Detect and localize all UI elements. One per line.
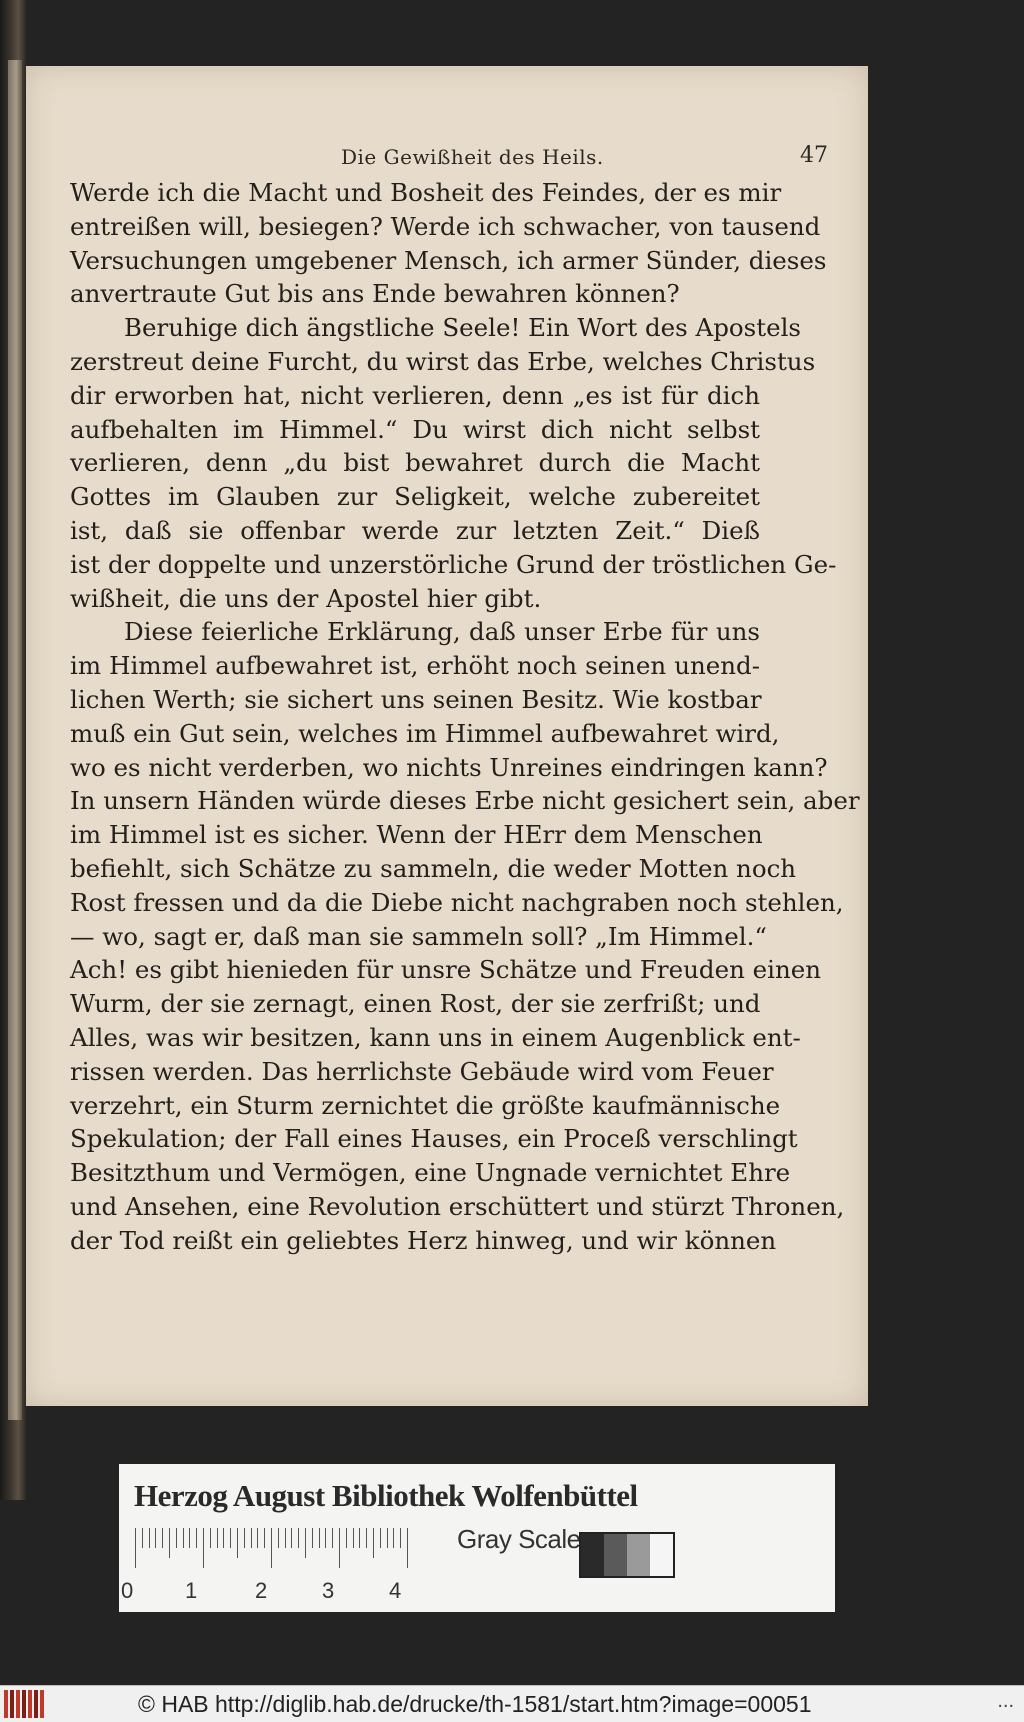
ruler-tick xyxy=(400,1528,401,1548)
ruler-tick xyxy=(393,1528,394,1548)
ruler-tick xyxy=(155,1528,156,1548)
ruler-tick xyxy=(257,1528,258,1548)
text-line: der Tod reißt ein geliebtes Herz hinweg, und wir können xyxy=(70,1225,777,1255)
text-line: befiehlt, sich Schätze zu sammeln, die weder Motten noch xyxy=(70,853,797,883)
color-calibration-bar xyxy=(119,1464,835,1612)
text-line: rissen werden. Das herrlichste Gebäude wird vom Feuer xyxy=(70,1056,774,1086)
ruler-number: 0 xyxy=(121,1578,134,1603)
library-name: Herzog August Bibliothek Wolfenbüttel xyxy=(134,1478,638,1513)
text-line: ist der doppelte und unzerstörliche Grund der tröstlichen Ge- xyxy=(70,549,837,579)
text-line: Alles, was wir besitzen, kann uns in einem Augenblick ent- xyxy=(70,1022,801,1052)
ruler-tick xyxy=(298,1528,299,1548)
ruler-tick xyxy=(353,1528,354,1548)
ruler-tick xyxy=(319,1528,320,1548)
gray-swatch xyxy=(627,1534,650,1576)
text-line: verzehrt, ein Sturm zernichtet die größte kaufmännische xyxy=(70,1090,781,1120)
ruler-tick xyxy=(332,1528,333,1548)
gray-swatch xyxy=(650,1534,673,1576)
ruler-tick xyxy=(169,1528,170,1558)
ruler-tick xyxy=(210,1528,211,1548)
page-number: 47 xyxy=(800,143,828,168)
scale-ruler xyxy=(135,1528,415,1572)
text-line: verlieren, denn „du bist bewahret durch die Macht xyxy=(70,448,760,478)
ruler-tick xyxy=(339,1528,340,1568)
text-line: muß ein Gut sein, welches im Himmel aufbewahret wird, xyxy=(70,718,780,748)
ruler-tick xyxy=(346,1528,347,1548)
ruler-tick xyxy=(203,1528,204,1568)
gray-scale-label: Gray Scale xyxy=(457,1524,581,1554)
text-line: — wo, sagt er, daß man sie sammeln soll? „Im Himmel.“ xyxy=(70,921,767,951)
text-line: Spekulation; der Fall eines Hauses, ein Proceß verschlingt xyxy=(70,1124,798,1154)
ruler-tick xyxy=(264,1528,265,1548)
ruler-tick xyxy=(196,1528,197,1548)
ruler-tick xyxy=(305,1528,306,1558)
ruler-tick xyxy=(278,1528,279,1548)
ruler-tick xyxy=(162,1528,163,1548)
text-line: Werde ich die Macht und Bosheit des Feindes, der es mir xyxy=(70,178,782,207)
ruler-tick xyxy=(149,1528,150,1548)
ruler-number: 4 xyxy=(389,1578,402,1603)
text-line: Beruhige dich ängstliche Seele! Ein Wort des Apostels xyxy=(124,313,801,343)
ruler-tick xyxy=(135,1528,136,1568)
ruler-tick xyxy=(366,1528,367,1548)
viewer-footer xyxy=(0,1685,1024,1722)
gray-swatch xyxy=(581,1534,604,1576)
text-line: entreißen will, besiegen? Werde ich schwacher, von tausend xyxy=(70,211,821,241)
gray-swatch xyxy=(604,1534,627,1576)
text-line: im Himmel ist es sicher. Wenn der HErr dem Menschen xyxy=(70,820,763,850)
text-line: aufbehalten im Himmel.“ Du wirst dich nicht selbst xyxy=(70,414,760,444)
ruler-tick xyxy=(223,1528,224,1548)
ruler-tick xyxy=(380,1528,381,1548)
ruler-tick xyxy=(373,1528,374,1558)
page-edge xyxy=(8,60,22,1420)
body-text xyxy=(70,176,860,1258)
text-line: Besitzthum und Vermögen, eine Ungnade vernichtet Ehre xyxy=(70,1158,791,1188)
text-line: Rost fressen und da die Diebe nicht nachgraben noch stehlen, xyxy=(70,887,844,917)
ruler-tick xyxy=(407,1528,408,1568)
text-line: Versuchungen umgebener Mensch, ich armer Sünder, dieses xyxy=(70,245,827,275)
text-line: anvertraute Gut bis ans Ende bewahren können? xyxy=(70,279,680,309)
text-line: zerstreut deine Furcht, du wirst das Erbe, welches Christus xyxy=(70,346,816,376)
footer-copyright-link[interactable]: © HAB http://diglib.hab.de/drucke/th-1581/start.htm?image=00051 xyxy=(138,1691,812,1717)
ruler-tick xyxy=(387,1528,388,1548)
ruler-tick xyxy=(230,1528,231,1548)
ruler-tick xyxy=(312,1528,313,1548)
text-line: wo es nicht verderben, wo nichts Unreines eindringen kann? xyxy=(70,752,828,782)
text-line: wißheit, die uns der Apostel hier gibt. xyxy=(70,583,542,613)
text-line: Gottes im Glauben zur Seligkeit, welche zubereitet xyxy=(70,482,760,512)
ruler-number: 2 xyxy=(255,1578,268,1603)
ruler-number: 1 xyxy=(185,1578,198,1603)
ruler-tick xyxy=(244,1528,245,1548)
ruler-tick xyxy=(217,1528,218,1548)
text-line: lichen Werth; sie sichert uns seinen Besitz. Wie kostbar xyxy=(70,684,762,714)
ruler-tick xyxy=(189,1528,190,1548)
more-options-icon[interactable]: ... xyxy=(997,1690,1014,1712)
text-line: Ach! es gibt hienieden für unsre Schätze und Freuden einen xyxy=(70,955,822,985)
text-line: ist, daß sie offenbar werde zur letzten Zeit.“ Dieß xyxy=(70,515,760,545)
ruler-tick xyxy=(291,1528,292,1548)
text-line: und Ansehen, eine Revolution erschüttert und stürzt Thronen, xyxy=(70,1191,845,1221)
gray-scale-swatches xyxy=(579,1532,675,1578)
ruler-tick xyxy=(325,1528,326,1548)
text-line: In unsern Händen würde dieses Erbe nicht gesichert sein, aber xyxy=(70,786,860,816)
ruler-tick xyxy=(176,1528,177,1548)
ruler-tick xyxy=(271,1528,272,1568)
running-title: Die Gewißheit des Heils. xyxy=(341,145,604,169)
ruler-number: 3 xyxy=(322,1578,335,1603)
ruler-tick xyxy=(251,1528,252,1548)
hab-logo-icon[interactable] xyxy=(4,1690,44,1718)
ruler-tick xyxy=(359,1528,360,1548)
text-line: Wurm, der sie zernagt, einen Rost, der sie zerfrißt; und xyxy=(70,989,761,1019)
book-page xyxy=(26,66,868,1406)
ruler-tick xyxy=(142,1528,143,1548)
text-line: dir erworben hat, nicht verlieren, denn „es ist für dich xyxy=(70,380,760,410)
ruler-tick xyxy=(285,1528,286,1548)
ruler-tick xyxy=(183,1528,184,1548)
text-line: Diese feierliche Erklärung, daß unser Erbe für uns xyxy=(124,617,760,647)
text-line: im Himmel aufbewahret ist, erhöht noch seinen unend- xyxy=(70,651,760,681)
ruler-tick xyxy=(237,1528,238,1558)
